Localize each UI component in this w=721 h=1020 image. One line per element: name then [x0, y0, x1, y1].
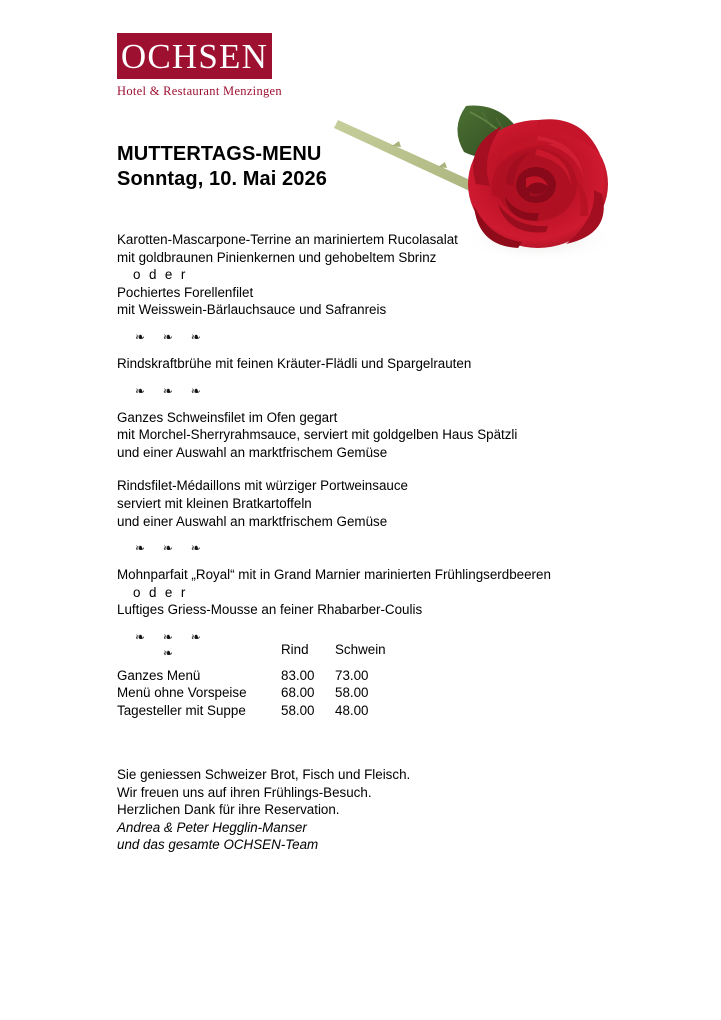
starter-or-separator: o d e r: [133, 267, 188, 283]
price-header-schwein: Schwein: [335, 642, 386, 657]
main-pork-line: Ganzes Schweinsfilet im Ofen gegart: [117, 409, 338, 425]
logo-box: [117, 33, 272, 79]
price-rind: 83.00: [281, 667, 315, 683]
closing-line: Sie geniessen Schweizer Brot, Fisch und Fleisch.: [117, 767, 411, 782]
main-pork-line: mit Morchel-Sherryrahmsauce, serviert mit goldgelben Haus Spätzli: [117, 427, 518, 443]
price-rind: 68.00: [281, 685, 315, 701]
leaf-midrib: [470, 112, 516, 148]
course-main-pork: [117, 409, 657, 462]
logo-wordmark: OCHSEN: [120, 36, 269, 76]
dessert-line: Luftiges Griess-Mousse an feiner Rhabarber-Coulis: [117, 602, 423, 618]
price-rind: 58.00: [281, 702, 315, 718]
closing-note: [117, 766, 410, 854]
soup-line: Rindskraftbrühe mit feinen Kräuter-Flädli und Spargelrauten: [117, 355, 472, 371]
spacer: [117, 619, 657, 629]
price-schwein: 73.00: [335, 667, 369, 683]
rose-stem: [334, 120, 536, 219]
ornament-divider: ❧ ❧ ❧: [135, 629, 208, 644]
closing-line: Herzlichen Dank für ihre Reservation.: [117, 802, 340, 818]
rose-petal: [505, 197, 539, 221]
signature-line: Andrea & Peter Hegglin-Manser: [117, 819, 307, 835]
menu-date: Sonntag, 10. Mai 2026: [117, 168, 327, 191]
main-beef-line: und einer Auswahl an marktfrischem Gemüse: [117, 513, 388, 529]
price-schwein: 48.00: [335, 702, 369, 718]
spacer: [117, 461, 657, 477]
ornament-divider: ❧ ❧ ❧: [135, 383, 208, 398]
starter-line: mit goldbraunen Pinienkernen und gehobeltem Sbrinz: [117, 249, 437, 265]
rose-petal: [498, 204, 548, 232]
table-row: [117, 702, 395, 720]
main-pork-line: und einer Auswahl an marktfrischem Gemüse: [117, 444, 388, 460]
rose-center: [516, 167, 556, 203]
spacer: [117, 319, 657, 329]
rose-outer-petal: [536, 119, 600, 154]
price-table: [117, 641, 395, 719]
rose-bloom-outer: [468, 120, 608, 248]
starter-line: Pochiertes Forellenfilet: [117, 284, 254, 300]
spacer: [117, 373, 657, 383]
price-header-row: [117, 641, 395, 667]
starter-line: mit Weisswein-Bärlauchsauce und Safranreis: [117, 302, 387, 318]
price-row-label: Ganzes Menü: [117, 667, 201, 683]
rose-petal: [564, 170, 588, 216]
rose-petal: [536, 136, 584, 180]
leaf-stalk: [494, 136, 516, 160]
price-row-label: Tagesteller mit Suppe: [117, 702, 246, 718]
rose-petal: [506, 152, 530, 186]
starter-line: Karotten-Mascarpone-Terrine an mariniertem Rucolasalat: [117, 232, 458, 247]
stem-thorn: [438, 162, 447, 168]
closing-line: Wir freuen uns auf ihren Frühlings-Besuch.: [117, 784, 372, 800]
course-starter: [117, 231, 657, 319]
price-schwein: 58.00: [335, 685, 369, 701]
rose-outer-petal: [473, 126, 502, 186]
restaurant-logo: [117, 33, 282, 99]
spacer: [117, 530, 657, 540]
rose-petal: [535, 149, 571, 187]
stem-thorn: [482, 183, 491, 189]
logo-subtitle: Hotel & Restaurant Menzingen: [117, 84, 282, 98]
table-row: [117, 667, 395, 685]
course-main-beef: [117, 477, 657, 530]
ornament-single: ❧: [163, 645, 181, 660]
price-header-rind: Rind: [281, 642, 309, 657]
spacer: [117, 399, 657, 409]
rose-leaf: [457, 106, 520, 157]
rose-center-curl: [530, 186, 548, 196]
table-row: [117, 684, 395, 702]
rose-petal: [492, 152, 517, 198]
course-soup: [117, 355, 657, 373]
course-dessert: [117, 566, 657, 619]
rose-petal-core: [497, 149, 577, 221]
dessert-line: Mohnparfait „Royal“ mit in Grand Marnier marinierten Frühlingserdbeeren: [117, 567, 551, 583]
menu-title: MUTTERTAGS-MENU: [117, 143, 322, 165]
spacer: [117, 556, 657, 566]
stem-thorn: [392, 141, 401, 147]
leaf-vein: [482, 112, 516, 138]
rose-sepal: [478, 198, 522, 228]
ornament-divider: ❧ ❧ ❧: [135, 541, 208, 556]
ornament-divider: ❧ ❧ ❧: [135, 329, 208, 344]
price-header-blank: [117, 641, 281, 667]
main-beef-line: Rindsfilet-Médaillons mit würziger Portweinsauce: [117, 478, 408, 494]
rose-petal: [500, 140, 554, 160]
spacer: [117, 345, 657, 355]
dessert-or-separator: o d e r: [133, 584, 188, 600]
main-beef-line: serviert mit kleinen Bratkartoffeln: [117, 495, 312, 511]
price-row-label: Menü ohne Vorspeise: [117, 685, 247, 701]
menu-courses: [117, 231, 657, 661]
signature-line: und das gesamte OCHSEN-Team: [117, 837, 319, 853]
rose-center-curl: [526, 176, 548, 188]
page-title: [117, 142, 327, 192]
